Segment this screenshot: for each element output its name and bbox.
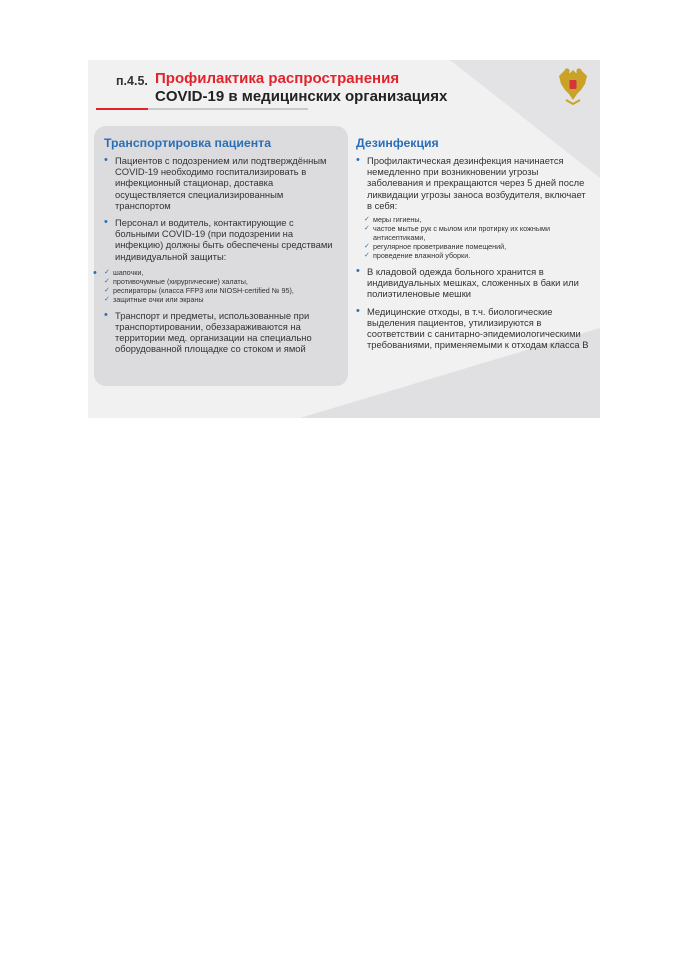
- disinfection-heading: Дезинфекция: [356, 136, 439, 150]
- list-item: • Персонал и водитель, контактирующие с больными COVID-19 (при подозрении на инфекцию) должны быть обеспечены средствами индивидуальной защиты:: [104, 217, 340, 262]
- check-item: ✓ • шапочки,: [104, 268, 340, 277]
- list-item-text: Профилактическая дезинфекция начинается немедленно при возникновении угрозы заболевания и прекращаются через 5 дней после ликвидации угрозы заноса возбудителя, включает в себя:: [367, 155, 586, 211]
- title-line-1: Профилактика распространения: [155, 70, 400, 87]
- check-item: ✓ меры гигиены,: [364, 215, 592, 224]
- check-item: ✓ проведение влажной уборки.: [364, 251, 592, 260]
- ppe-checklist: [104, 268, 340, 304]
- hygiene-checklist: [364, 215, 592, 260]
- ppe-checklist-item: [93, 268, 340, 304]
- transport-column: [104, 136, 340, 361]
- check-item: ✓ респираторы (класса FFP3 или NIOSH-certified № 95),: [104, 286, 340, 295]
- transport-heading: Транспортировка пациента: [104, 136, 272, 150]
- title-line-2: COVID-19 в медицинских организациях: [155, 88, 448, 105]
- section-number: п.4.5.: [116, 74, 148, 88]
- list-item: • Пациентов с подозрением или подтверждённым COVID-19 необходимо госпитализировать в инфекционный стационар, доставка осуществляется специализированным транспортом: [104, 155, 340, 211]
- header-divider-accent: [96, 108, 148, 110]
- list-item: • В кладовой одежда больного хранится в индивидуальных мешках, сложенных в баки или полиэтиленовые мешки: [356, 266, 592, 300]
- check-item: ✓ защитные очки или экраны: [104, 295, 340, 304]
- check-item: ✓ частое мытье рук с мылом или протирку их кожными антисептиками,: [364, 224, 592, 242]
- list-item: • Медицинские отходы, в т.ч. биологические выделения пациентов, утилизируются в соответствии с санитарно-эпидемиологическими требованиями, применяемыми к отходам класса В: [356, 306, 592, 351]
- list-item: [356, 155, 592, 260]
- coat-of-arms-icon: [556, 66, 590, 106]
- disinfection-column: [356, 136, 592, 356]
- check-item: ✓ противочумные (хирургические) халаты,: [104, 277, 340, 286]
- list-item: • Транспорт и предметы, использованные при транспортировании, обеззараживаются на территории мед. организации на специально оборудованной площадке со стоком и ямой: [104, 310, 340, 355]
- check-item: ✓ регулярное проветривание помещений,: [364, 242, 592, 251]
- slide: [88, 60, 600, 418]
- disinfection-bullets: [356, 155, 592, 350]
- transport-bullets: [104, 155, 340, 355]
